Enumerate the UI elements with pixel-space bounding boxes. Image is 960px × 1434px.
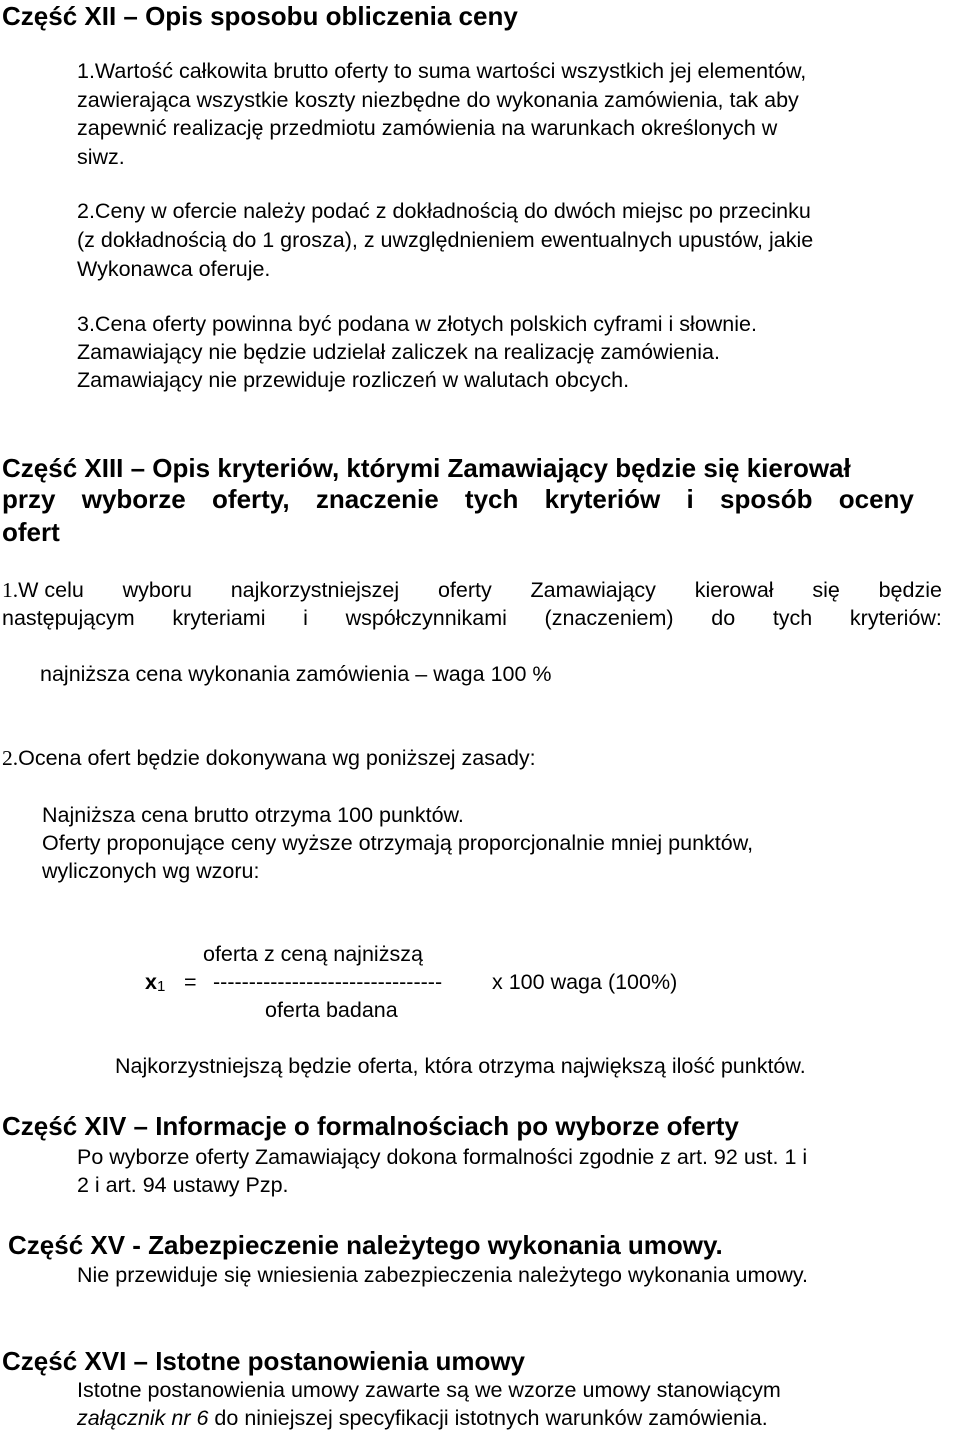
word: kierował <box>694 578 774 602</box>
section-16-heading: Część XVI – Istotne postanowienia umowy <box>2 1346 526 1376</box>
s14-line-1: Po wyborze oferty Zamawiający dokona formalności zgodnie z art. 92 ust. 1 i <box>77 1145 808 1169</box>
formula-equals: = <box>184 970 197 994</box>
h2-word: tych <box>464 484 519 514</box>
formula-fraction-bar: -------------------------------- <box>213 970 443 994</box>
s13-p2-text: Ocena ofert będzie dokonywana wg poniższej zasady: <box>18 746 536 770</box>
word: kryteriami <box>172 606 266 630</box>
word: współczynnikami <box>345 606 507 630</box>
word: (znaczeniem) <box>544 606 674 630</box>
h2-word: wyborze <box>81 484 186 514</box>
s13-p2-number: 2. <box>2 746 19 770</box>
h2-word: znaczenie <box>315 484 439 514</box>
s13-p1-number: 1. <box>2 578 19 602</box>
s12-p1-line-2: zawierająca wszystkie koszty niezbędne do wykonania zamówienia, tak aby <box>77 88 799 112</box>
section-13-heading-line-3: ofert <box>2 517 60 547</box>
section-15-heading: Część XV - Zabezpieczenie należytego wykonania umowy. <box>8 1230 723 1260</box>
word: następującym <box>2 606 135 630</box>
s16-line-2-text: do niniejszej specyfikacji istotnych warunków zamówienia. <box>208 1406 768 1430</box>
word: wyboru <box>122 578 192 602</box>
word: W celu <box>18 578 84 602</box>
s12-p2-line-2: (z dokładnością do 1 grosza), z uwzględnieniem ewentualnych upustów, jakie <box>77 228 814 252</box>
conclusion: Najkorzystniejszą będzie oferta, która otrzyma największą ilość punktów. <box>115 1054 806 1078</box>
s13-p1-line-1 <box>2 580 942 602</box>
s16-line-2 <box>77 1408 768 1430</box>
section-14-heading: Część XIV – Informacje o formalnościach po wyborze oferty <box>2 1111 739 1141</box>
formula-multiplier: x 100 waga (100%) <box>492 970 678 994</box>
s12-p2-line-3: Wykonawca oferuje. <box>77 257 271 281</box>
s12-p1-line-4: siwz. <box>77 145 125 169</box>
formula-main <box>145 972 165 994</box>
word: Zamawiający <box>530 578 656 602</box>
formula-subscript: 1 <box>156 978 166 995</box>
s13-p1-line-2 <box>2 608 942 630</box>
rule-1: Najniższa cena brutto otrzyma 100 punktów. <box>42 803 464 827</box>
h2-word: oferty, <box>212 484 290 514</box>
word: tych <box>772 606 813 630</box>
criterion: najniższa cena wykonania zamówienia – waga 100 % <box>40 662 552 686</box>
h2-word: przy <box>2 484 56 514</box>
section-12-heading: Część XII – Opis sposobu obliczenia ceny <box>2 1 518 31</box>
s12-p1-line-1: 1.Wartość całkowita brutto oferty to suma wartości wszystkich jej elementów, <box>77 59 807 83</box>
word: i <box>303 606 308 630</box>
word: oferty <box>437 578 492 602</box>
formula-denominator: oferta badana <box>265 998 398 1022</box>
h2-word: sposób <box>720 484 813 514</box>
word: się <box>812 578 840 602</box>
s14-line-2: 2 i art. 94 ustawy Pzp. <box>77 1173 289 1197</box>
word: kryteriów: <box>849 606 942 630</box>
s15-text: Nie przewiduje się wniesienia zabezpieczenia należytego wykonania umowy. <box>77 1263 808 1287</box>
s12-p1-line-3: zapewnić realizację przedmiotu zamówienia na warunkach określonych w <box>77 116 778 140</box>
s12-p3-line-1: 3.Cena oferty powinna być podana w złotych polskich cyframi i słownie. <box>77 312 757 336</box>
word: najkorzystniejszej <box>230 578 400 602</box>
rule-2-line-1: Oferty proponujące ceny wyższe otrzymają proporcjonalnie mniej punktów, <box>42 831 754 855</box>
section-13-heading-line-1: Część XIII – Opis kryteriów, którymi Zamawiający będzie się kierował <box>2 453 851 483</box>
word: będzie <box>878 578 942 602</box>
s13-p2 <box>2 748 536 770</box>
formula-numerator: oferta z ceną najniższą <box>203 942 423 966</box>
s12-p3-line-3: Zamawiający nie przewiduje rozliczeń w walutach obcych. <box>77 368 630 392</box>
h2-word: kryteriów <box>544 484 661 514</box>
s16-line-1: Istotne postanowienia umowy zawarte są we wzorze umowy stanowiącym <box>77 1378 781 1402</box>
rule-2-line-2: wyliczonych wg wzoru: <box>42 859 260 883</box>
word: do <box>711 606 736 630</box>
attachment-reference: załącznik nr 6 <box>77 1406 209 1430</box>
h2-word: oceny <box>838 484 914 514</box>
s12-p3-line-2: Zamawiający nie będzie udzielał zaliczek na realizację zamówienia. <box>77 340 720 364</box>
section-13-heading-line-2 <box>2 486 914 512</box>
formula-variable: x <box>145 970 157 994</box>
s12-p2-line-1: 2.Ceny w ofercie należy podać z dokładnością do dwóch miejsc po przecinku <box>77 199 811 223</box>
h2-word: i <box>686 484 694 514</box>
